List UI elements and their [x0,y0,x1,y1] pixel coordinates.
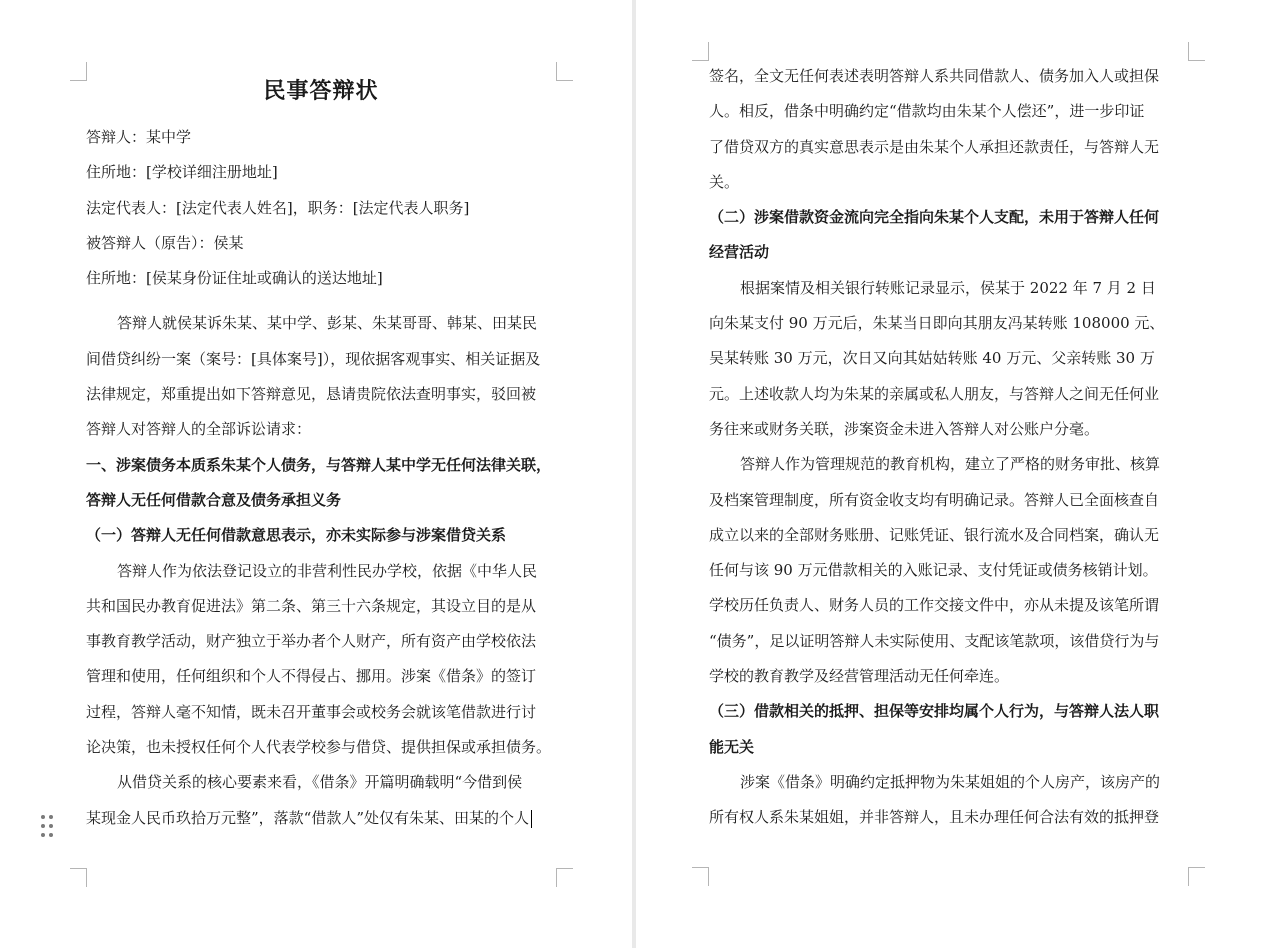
right-page-content[interactable] [709,59,1187,836]
paragraph-line: 签名，全文无任何表述表明答辩人系共同借款人、债务加入人或担保 [709,67,1160,85]
paragraph-line: 答辩人无任何借款合意及债务承担义务 [86,490,342,509]
left-body-text [86,306,556,835]
paragraph-line: 某现金人民币玖拾万元整”，落款“借款人”处仅有朱某、田某的个人 [86,801,556,836]
paragraph-line: 所有权人系朱某姐姐，并非答辩人，且未办理任何合法有效的抵押登 [709,808,1160,827]
paragraph-line: 答辩人对答辩人的全部诉讼请求： [86,420,312,439]
right-body-text [709,59,1187,836]
paragraph-line: 了借贷双方的真实意思表示是由朱某个人承担还款责任，与答辩人无 [709,137,1160,156]
paragraph-line: 答辩人作为依法登记设立的非营利性民办学校，依据《中华人民 [117,561,538,580]
paragraph-line: 学校历任负责人、财务人员的工作交接文件中，亦从未提及该笔所谓 [709,596,1160,615]
corner-mark [556,868,573,887]
left-page-content[interactable] [86,70,556,836]
document-title: 民事答辩状 [263,78,379,104]
corner-mark [70,62,87,81]
paragraph-line: 吴某转账 30 万元，次日又向其姑姑转账 40 万元、父亲转账 30 万 [709,349,1155,368]
paragraph-line: 论决策，也未授权任何个人代表学校参与借贷、提供担保或承担债务。 [86,738,552,757]
paragraph-line: “债务”，足以证明答辩人未实际使用、支配该笔款项，该借贷行为与 [709,631,1160,650]
paragraph-line: 管理和使用，任何组织和个人不得侵占、挪用。涉案《借条》的签订 [86,667,537,686]
party-line: 被答辩人（原告）：侯某 [86,233,244,252]
paragraph-line: 及档案管理制度，所有资金收支均有明确记录。答辩人已全面核查自 [709,490,1160,509]
corner-mark [70,868,87,887]
corner-mark [692,42,709,61]
corner-mark [692,867,709,886]
paragraph-line: 人。相反，借条中明确约定“借款均由朱某个人偿还”，进一步印证 [709,102,1145,121]
paragraph-line: 一、涉案债务本质系朱某个人债务，与答辩人某中学无任何法律关联， [86,455,552,474]
paragraph-line: （二）涉案借款资金流向完全指向朱某个人支配，未用于答辩人任何 [709,208,1160,227]
paragraph-line: 学校的教育教学及经营管理活动无任何牵连。 [709,667,1010,686]
paragraph-line: 间借贷纠纷一案（案号：[具体案号]），现依据客观事实、相关证据及 [86,349,541,368]
paragraph-line: 答辩人就侯某诉朱某、某中学、彭某、朱某哥哥、韩某、田某民 [117,314,538,333]
party-line: 住所地：[侯某身份证住址或确认的送达地址] [86,269,383,288]
party-line: 法定代表人：[法定代表人姓名]，职务：[法定代表人职务] [86,198,470,217]
paragraph-line: 共和国民办教育促进法》第二条、第三十六条规定，其设立目的是从 [86,596,537,615]
corner-mark [1188,42,1205,61]
paragraph-line: （一）答辩人无任何借款意思表示，亦未实际参与涉案借贷关系 [86,526,507,545]
paragraph-line: 法律规定，郑重提出如下答辩意见，恳请贵院依法查明事实，驳回被 [86,385,537,404]
text-cursor [531,810,532,828]
paragraph-line: 涉案《借条》明确约定抵押物为朱某姐姐的个人房产，该房产的 [740,772,1161,791]
paragraph-line: 务往来或财务关联，涉案资金未进入答辩人对公账户分毫。 [709,419,1100,438]
paragraph-line: 从借贷关系的核心要素来看，《借条》开篇明确载明“今借到侯 [117,773,523,792]
paragraph-line: 任何与该 90 万元借款相关的入账记录、支付凭证或债务核销计划。 [709,561,1158,580]
paragraph-line: 经营活动 [709,243,770,262]
corner-mark [1188,867,1205,886]
paragraph-line: （三）借款相关的抵押、担保等安排均属个人行为，与答辩人法人职 [709,702,1160,721]
paragraph-line: 关。 [709,172,740,191]
paragraph-line: 过程，答辩人毫不知情，既未召开董事会或校务会就该笔借款进行讨 [86,702,537,721]
paragraph-line: 答辩人作为管理规范的教育机构，建立了严格的财务审批、核算 [740,455,1161,474]
drag-handle-icon[interactable] [41,815,55,839]
party-line: 答辩人：某中学 [86,128,192,146]
paragraph-line: 向朱某支付 90 万元后，朱某当日即向其朋友冯某转账 108000 元、 [709,314,1165,333]
paragraph-line: 根据案情及相关银行转账记录显示，侯某于 2022 年 7 月 2 日 [740,278,1156,297]
party-info [86,120,556,296]
paragraph-line: 元。上述收款人均为朱某的亲属或私人朋友，与答辩人之间无任何业 [709,384,1160,403]
party-line: 住所地：[学校详细注册地址] [86,163,278,182]
corner-mark [556,62,573,81]
document-page-right [636,0,1264,948]
paragraph-line: 能无关 [709,737,755,756]
paragraph-line: 事教育教学活动，财产独立于举办者个人财产，所有资产由学校依法 [86,632,537,651]
paragraph-line: 成立以来的全部财务账册、记账凭证、银行流水及合同档案，确认无 [709,525,1160,544]
